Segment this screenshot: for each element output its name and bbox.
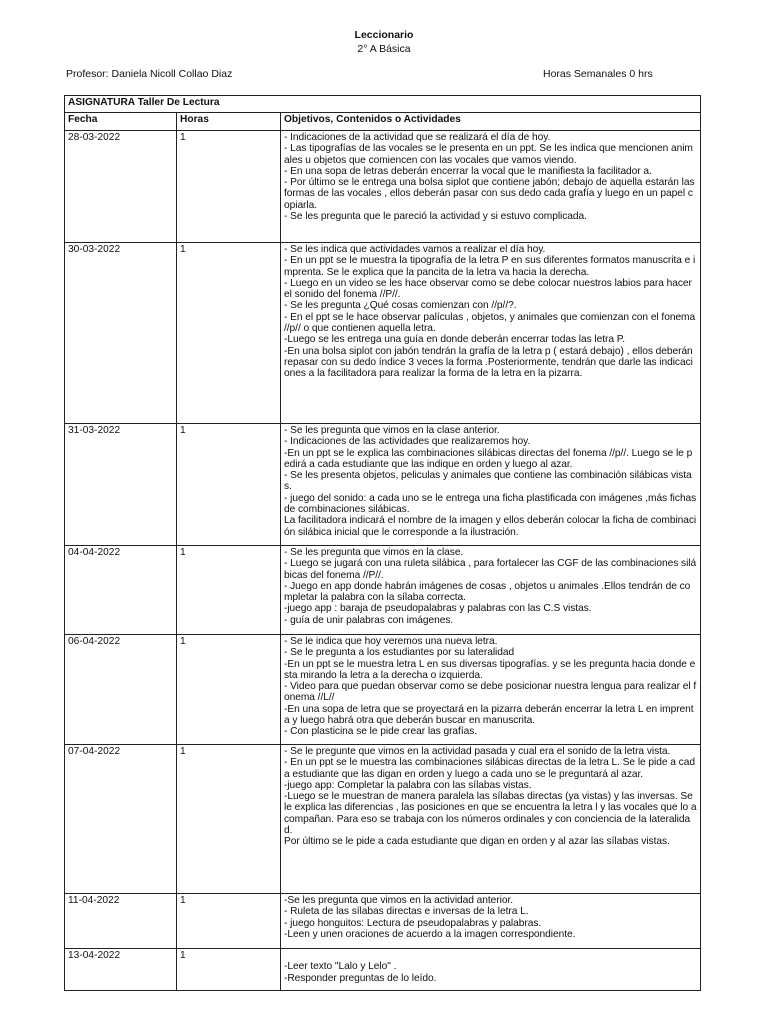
table-row <box>65 949 701 991</box>
row-date: 31-03-2022 <box>65 424 177 546</box>
column-header-activities: Objetivos, Contenidos o Actividades <box>281 113 701 131</box>
row-activities: - Indicaciones de la actividad que se realizará el día de hoy. - Las tipografías de las vocales se le presenta en un ppt. Se les indica que mencionen animales u objetos que comiencen con las vocales que vamos viendo. - En una sopa de letras deberán encerrar la vocal que le manifiesta la facilitador a. - Por último se le entrega una bolsa siplot que contiene jabón; debajo de aquella estarán las formas de las vocales , ellos deberán pasar con sus dedo cada grafía y luego en un papel copiarla. - Se les pregunta que le pareció la actividad y si estuvo complicada. <box>281 131 701 243</box>
table-row <box>65 635 701 745</box>
table-header-row <box>65 113 701 131</box>
row-date: 13-04-2022 <box>65 949 177 991</box>
table-row <box>65 243 701 424</box>
table-row <box>65 131 701 243</box>
row-hours: 1 <box>177 894 281 949</box>
teacher-name: Profesor: Daniela Nicoll Collao Diaz <box>66 68 233 80</box>
document-header <box>0 29 768 56</box>
subject-row <box>65 96 701 113</box>
subject-title: ASIGNATURA Taller De Lectura <box>65 96 701 113</box>
document-title: Leccionario <box>354 29 414 41</box>
column-header-date: Fecha <box>65 113 177 131</box>
row-date: 28-03-2022 <box>65 131 177 243</box>
row-date: 04-04-2022 <box>65 546 177 635</box>
row-hours: 1 <box>177 424 281 546</box>
table-row <box>65 424 701 546</box>
document-subtitle: 2° A Básica <box>357 43 411 55</box>
row-hours: 1 <box>177 949 281 991</box>
row-hours: 1 <box>177 635 281 745</box>
row-date: 30-03-2022 <box>65 243 177 424</box>
row-hours: 1 <box>177 546 281 635</box>
column-header-hours: Horas <box>177 113 281 131</box>
row-hours: 1 <box>177 131 281 243</box>
row-activities: - Se les indica que actividades vamos a realizar el día hoy. - En un ppt se le muestra la tipografía de la letra P en sus diferentes formatos manuscrita e imprenta. Se le explica que la pancita de la letra va hacia la derecha. - Luego en un video se les hace observar como se debe colocar nuestros labios para hacer el sonido del fonema //P//. - Se les pregunta ¿Qué cosas comienzan con //p//?. - En el ppt se le hace observar palículas , objetos, y animales que comienzan con el fonema //p// o que contienen aquella letra. -Luego se les entrega una guía en donde deberán encerrar todas las letra P. -En una bolsa siplot con jabón tendrán la grafía de la letra p ( estará debajo) , ellos deberán repasar con su dedo índice 3 veces la forma .Posteriormente, tendrán que darle las indicaciones a la facilitadora para realizar la forma de la letra en la pizarra. <box>281 243 701 424</box>
row-hours: 1 <box>177 243 281 424</box>
row-hours: 1 <box>177 745 281 894</box>
weekly-hours: Horas Semanales 0 hrs <box>543 68 653 80</box>
lesson-table <box>64 95 701 991</box>
row-activities: - Se le indica que hoy veremos una nueva letra. - Se le pregunta a los estudiantes por su lateralidad -En un ppt se le muestra letra L en sus diversas tipografías. y se les pregunta hacia donde esta mirando la letra a la derecha o izquierda. - Video para que puedan observar como se debe posicionar nuestra lengua para realizar el fonema //L// -En una sopa de letra que se proyectará en la pizarra deberán encerrar la letra L en imprenta y luego habrá otra que deberán buscar en manuscrita. - Con plasticina se le pide crear las grafías. <box>281 635 701 745</box>
table-row <box>65 546 701 635</box>
row-activities: - Se les pregunta que vimos en la clase. - Luego se jugará con una ruleta silábica , para fortalecer las CGF de las combinaciones silábicas del fonema //P//. - Juego en app donde habrán imágenes de cosas , objetos u animales .Ellos tendrán de completar la palabra con la sílaba correcta. -juego app : baraja de pseudopalabras y palabras con las C.S vistas. - guía de unir palabras con imágenes. <box>281 546 701 635</box>
row-date: 11-04-2022 <box>65 894 177 949</box>
row-date: 06-04-2022 <box>65 635 177 745</box>
table-row <box>65 894 701 949</box>
table-row <box>65 745 701 894</box>
row-date: 07-04-2022 <box>65 745 177 894</box>
row-activities: - Se les pregunta que vimos en la clase anterior. - Indicaciones de las actividades que realizaremos hoy. -En un ppt se le explica las combinaciones silábicas directas del fonema //p//. Luego se le pedirá a cada estudiante que las indique en orden y luego al azar. - Se les presenta objetos, peliculas y animales que contiene las combinación silábicas vistas. - juego del sonido: a cada uno se le entrega una ficha plastificada con imágenes ,más fichas de combinaciones silábicas. La facilitadora indicará el nombre de la imagen y ellos deberán colocar la ficha de combinación silábica inicial que le corresponde a la ilustración. <box>281 424 701 546</box>
row-activities: -Leer texto "Lalo y Lelo" . -Responder preguntas de lo leído. <box>281 949 701 991</box>
row-activities: -Se les pregunta que vimos en la actividad anterior. - Ruleta de las sílabas directas e inversas de la letra L. - juego honguitos: Lectura de pseudopalabras y palabras. -Leen y unen oraciones de acuerdo a la imagen correspondiente. <box>281 894 701 949</box>
row-activities: - Se le pregunte que vimos en la actividad pasada y cual era el sonido de la letra vista. - En un ppt se le muestra las combinaciones silábicas directas de la letra L. Se le pide a cada estudiante que las digan en orden y luego a cada uno se le preguntará al azar. -juego app: Completar la palabra con las sílabas vistas. -Luego se le muestran de manera paralela las sílabas directas (ya vistas) y las inversas. Se le explica las diferencias , las posiciones en que se encuentra la letra l y las vocales que lo acompañan. Para eso se trabaja con los números ordinales y con conciencia de la lateralidad. Por último se le pide a cada estudiante que digan en orden y al azar las sílabas vistas. <box>281 745 701 894</box>
